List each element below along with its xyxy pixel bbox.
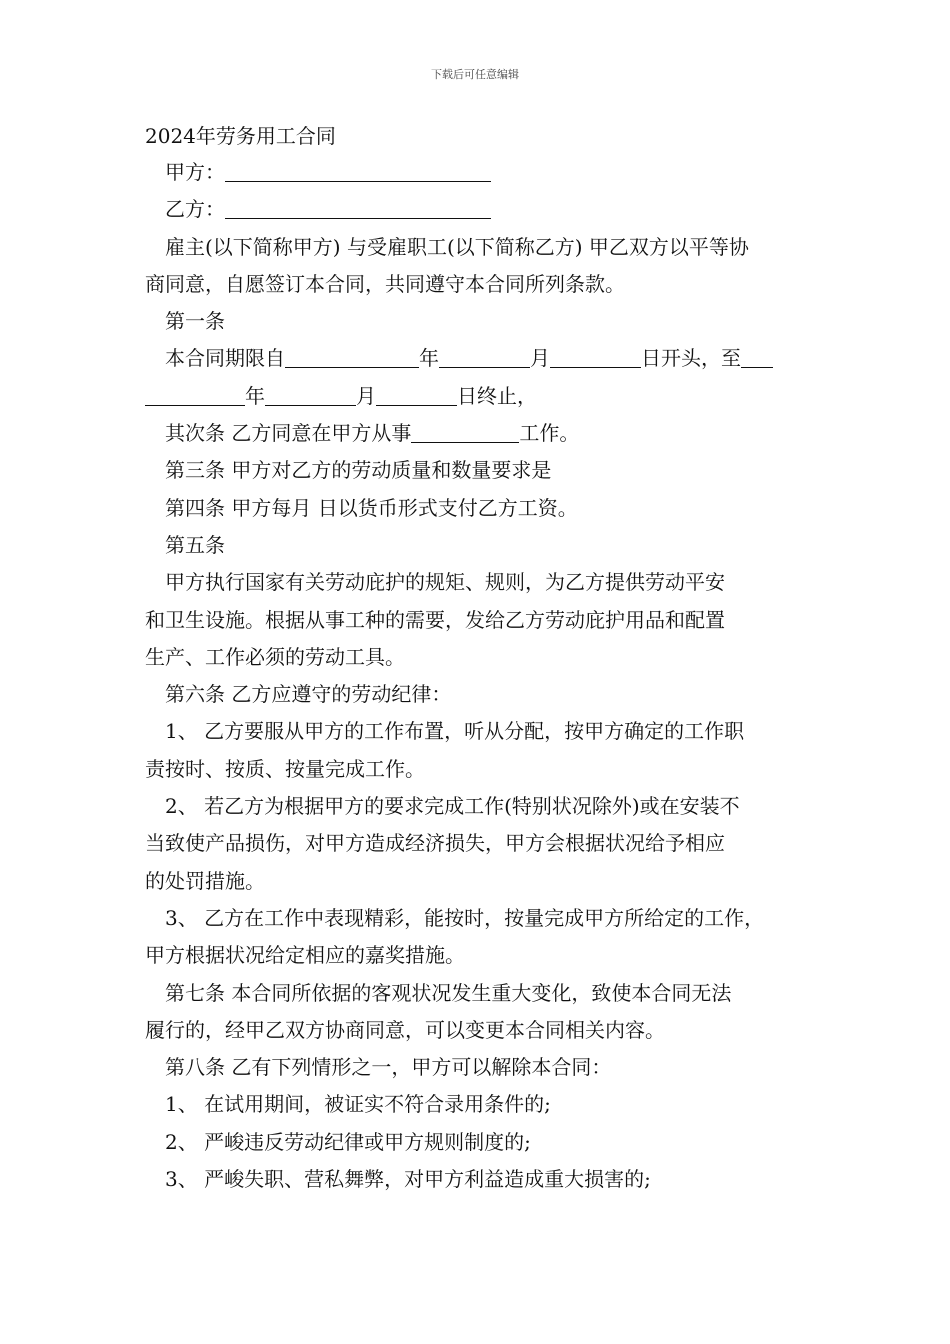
year-label: 年 (419, 346, 439, 371)
end-day-label: 日终止， (457, 383, 537, 408)
article-6-title: 第六条 乙方应遵守的劳动纪律： (165, 682, 452, 707)
article-3: 第三条 甲方对乙方的劳动质量和数量要求是 (165, 458, 552, 483)
intro-line-2: 商同意，自愿签订本合同，共同遵守本合同所列条款。 (145, 271, 625, 296)
party-a-label: 甲方： (165, 160, 225, 184)
end-month-blank (265, 385, 356, 406)
article-8-item-2: 2、 严峻违反劳动纪律或甲方规则制度的; (165, 1129, 531, 1154)
end-day-blank (376, 385, 457, 406)
article-5-line-3: 生产、工作必须的劳动工具。 (145, 644, 405, 669)
end-year-blank-a (741, 347, 773, 368)
article-8-item-1: 1、 在试用期间，被证实不符合录用条件的; (165, 1092, 551, 1117)
article-1-end-line (145, 378, 810, 415)
party-b-blank (225, 198, 491, 219)
article-4: 第四条 甲方每月 日以货币形式支付乙方工资。 (165, 495, 578, 520)
article-5-line-2: 和卫生设施。根据从事工种的需要，发给乙方劳动庇护用品和配置 (145, 607, 725, 632)
intro-line-1: 雇主(以下简称甲方) 与受雇职工(以下简称乙方) 甲乙双方以平等协 (165, 234, 749, 259)
article-8-title: 第八条 乙有下列情形之一，甲方可以解除本合同： (165, 1055, 612, 1080)
party-b-label: 乙方： (165, 197, 225, 222)
end-month-label: 月 (356, 383, 376, 408)
article-7-line-1: 第七条 本合同所依据的客观状况发生重大变化，致使本合同无法 (165, 980, 732, 1005)
party-b-line (145, 191, 810, 228)
end-year-label: 年 (245, 383, 265, 408)
article-8-item-3: 3、 严峻失职、营私舞弊，对甲方利益造成重大损害的; (165, 1167, 651, 1192)
article-2-suffix: 工作。 (519, 421, 580, 446)
party-a-line (145, 154, 810, 191)
article-2-text: 其次条 乙方同意在甲方从事 (165, 421, 412, 446)
article-7-line-2: 履行的，经甲乙双方协商同意，可以变更本合同相关内容。 (145, 1017, 665, 1042)
start-day-label: 日开头，至 (641, 346, 741, 371)
document-body (145, 118, 810, 1198)
article-6-item-1-line-1: 1、 乙方要服从甲方的工作布置，听从分配，按甲方确定的工作职 (165, 719, 745, 744)
party-a-blank (225, 161, 491, 182)
start-day-blank (550, 347, 641, 368)
article-5-line-1: 甲方执行国家有关劳动庇护的规矩、规则，为乙方提供劳动平安 (165, 570, 725, 595)
page-header: 下载后可任意编辑 (431, 68, 519, 81)
article-6-item-2-line-3: 的处罚措施。 (145, 868, 265, 893)
month-label: 月 (530, 346, 550, 371)
article-6-item-3-line-1: 3、 乙方在工作中表现精彩，能按时，按量完成甲方所给定的工作， (165, 905, 765, 930)
article-6-item-3-line-2: 甲方根据状况给定相应的嘉奖措施。 (145, 943, 465, 968)
article-2-line (145, 415, 810, 452)
start-year-blank (285, 347, 419, 368)
job-blank (411, 422, 519, 443)
article-5-title: 第五条 (165, 532, 225, 557)
article-6-item-2-line-2: 当致使产品损伤，对甲方造成经济损失，甲方会根据状况给予相应 (145, 831, 725, 856)
start-month-blank (439, 347, 530, 368)
document-title: 2024年劳务用工合同 (145, 124, 336, 148)
article-6-item-2-line-1: 2、 若乙方为根据甲方的要求完成工作(特别状况除外)或在安装不 (165, 794, 740, 819)
article-1-term-line (145, 340, 810, 377)
article-6-item-1-line-2: 责按时、按质、按量完成工作。 (145, 756, 425, 781)
term-start-label: 本合同期限自 (165, 346, 285, 371)
end-year-blank-b (145, 385, 245, 406)
article-1-title: 第一条 (165, 309, 225, 334)
